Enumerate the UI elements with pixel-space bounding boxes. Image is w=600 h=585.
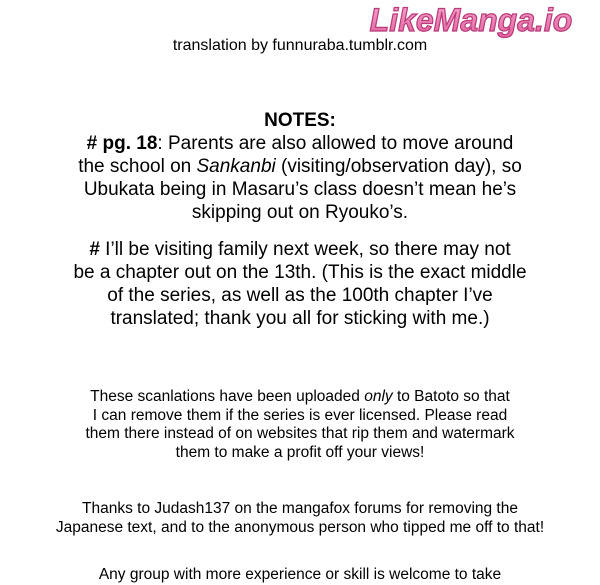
- note-emphasis: Sankanbi: [196, 156, 276, 177]
- paragraph-line: them to make a profit off your views!: [175, 443, 425, 461]
- translation-credit: translation by funnuraba.tumblr.com: [172, 37, 428, 54]
- paragraph-line: Thanks to Judash137 on the mangafox forums for removing the: [82, 500, 518, 517]
- note-text: I’ll be visiting family next week, so there may not: [99, 239, 511, 260]
- paragraph-line: Any group with more experience or skill is welcome to take: [98, 566, 502, 583]
- note-line: [0, 132, 600, 155]
- note-marker: # pg. 18: [86, 133, 158, 154]
- paragraph-text: These scanlations have been uploaded: [90, 388, 365, 405]
- note-text: : Parents are also allowed to move around: [157, 133, 514, 154]
- note-page-18: [0, 132, 600, 224]
- recruitment-paragraph: [0, 566, 600, 585]
- note-line: of the series, as well as the 100th chapter I’ve: [107, 285, 493, 306]
- upload-notice-paragraph: [0, 388, 600, 462]
- note-line: be a chapter out on the 13th. (This is the exact middle: [73, 262, 527, 283]
- note-text: (visiting/observation day), so: [275, 156, 522, 177]
- paragraph-text: to Batoto so that: [392, 388, 510, 405]
- thanks-paragraph: [0, 500, 600, 537]
- paragraph-line: I can remove them if the series is ever licensed. Please read: [92, 406, 508, 424]
- watermark-logo: [346, 0, 596, 40]
- paragraph-emphasis: only: [364, 388, 393, 405]
- paragraph-line: them there instead of on websites that rip them and watermark: [85, 425, 515, 442]
- note-line: translated; thank you all for sticking with me.): [110, 308, 490, 329]
- paragraph-line: [0, 388, 600, 407]
- note-line: skipping out on Ryouko’s.: [191, 202, 409, 223]
- watermark-logo-graphic: [346, 0, 596, 40]
- notes-heading: NOTES:: [264, 110, 336, 131]
- note-schedule: [0, 238, 600, 330]
- note-line: [0, 238, 600, 261]
- note-marker: #: [89, 239, 100, 260]
- paragraph-line: Japanese text, and to the anonymous person who tipped me off to that!: [55, 518, 545, 536]
- watermark-text: LikeManga.io: [369, 2, 573, 38]
- note-line: Ubukata being in Masaru’s class doesn’t mean he’s: [83, 179, 517, 200]
- note-text: the school on: [78, 156, 197, 177]
- note-line: [0, 155, 600, 178]
